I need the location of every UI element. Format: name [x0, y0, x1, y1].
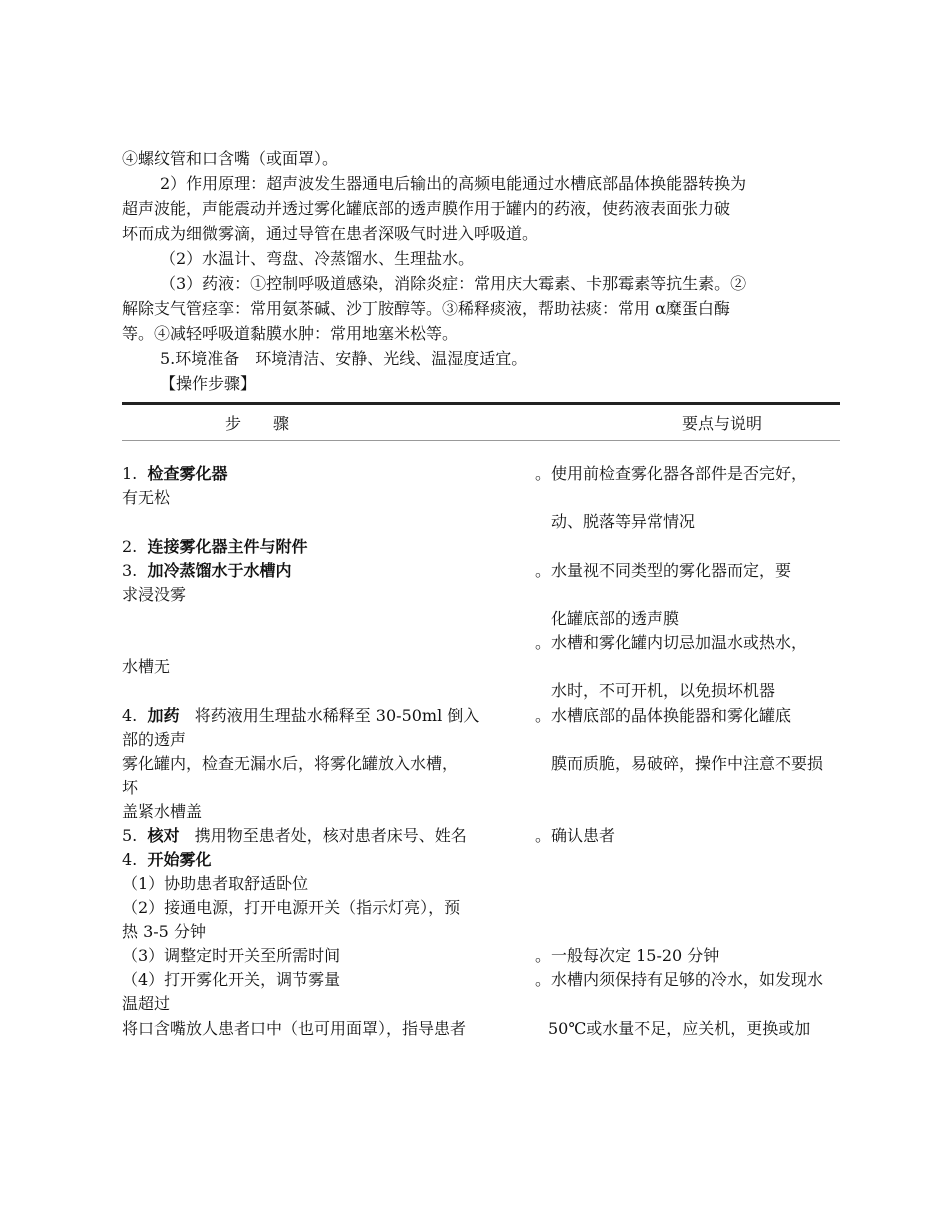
- intro-line-9: 5.环境准备 环境清洁、安静、光线、温湿度适宜。: [160, 349, 528, 368]
- step-4-text-3: 雾化罐内，检查无漏水后，将雾化罐放入水槽，: [122, 754, 459, 773]
- intro-line-8: 等。④减轻呼吸道黏膜水肿：常用地塞米松等。: [122, 324, 459, 343]
- step-3-text: 求浸没雾: [122, 585, 187, 604]
- note-4b: 膜而质脆，易破碎，操作中注意不要损: [551, 754, 824, 773]
- step-title: 检查雾化器: [147, 464, 228, 483]
- step-1-heading: [122, 464, 227, 484]
- step-title: 加冷蒸馏水于水槽内: [147, 561, 292, 580]
- step-number: 2.: [122, 537, 138, 556]
- step-text: 携用物至患者处，核对患者床号、姓名: [194, 826, 467, 845]
- step-6-heading: [122, 850, 211, 870]
- substep-5: 将口含嘴放人患者口中（也可用面罩），指导患者: [122, 1019, 467, 1038]
- step-number: 4.: [122, 706, 138, 725]
- step-title: 核对: [147, 826, 180, 845]
- section-heading: 【操作步骤】: [160, 374, 257, 393]
- substep-4-cont: 温超过: [122, 994, 171, 1013]
- step-5-heading: [122, 826, 467, 846]
- note-3a: 。水量视不同类型的雾化器而定，要: [535, 561, 792, 580]
- intro-line-7: 解除支气管痉挛：常用氨茶碱、沙丁胺醇等。③稀释痰液，帮助祛痰：常用 α糜蛋白酶: [122, 299, 730, 318]
- intro-line-6: （3）药液：①控制呼吸道感染，消除炎症：常用庆大霉素、卡那霉素等抗生素。②: [160, 274, 747, 293]
- column-header-steps: 步 骤: [225, 414, 290, 433]
- note-1a: 。使用前检查雾化器各部件是否完好，: [535, 464, 808, 483]
- intro-line-3: 超声波能，声能震动并透过雾化罐底部的透声膜作用于罐内的药液，使药液表面张力破: [122, 199, 731, 218]
- step-2-heading: [122, 537, 307, 557]
- step-number: 4.: [122, 850, 138, 869]
- note-6g: 50℃或水量不足，应关机，更换或加: [548, 1019, 811, 1038]
- step-title: 加药: [147, 706, 180, 725]
- note-4a: 。水槽底部的晶体换能器和雾化罐底: [535, 706, 792, 725]
- column-header-notes: 要点与说明: [682, 414, 763, 433]
- step-3-text-2: 水槽无: [122, 657, 171, 676]
- note-1b: 动、脱落等异常情况: [551, 512, 696, 531]
- note-3c: 。水槽和雾化罐内切忌加温水或热水，: [535, 633, 808, 652]
- step-4-text-4: 坏: [122, 778, 139, 797]
- step-4-text-5: 盖紧水槽盖: [122, 802, 203, 821]
- step-title: 连接雾化器主件与附件: [147, 537, 308, 556]
- step-number: 5.: [122, 826, 138, 845]
- intro-line-2: 2）作用原理：超声波发生器通电后输出的高频电能通过水槽底部晶体换能器转换为: [160, 174, 747, 193]
- note-5: 。确认患者: [535, 826, 616, 845]
- note-3b: 化罐底部的透声膜: [551, 609, 680, 628]
- step-1-text: 有无松: [122, 488, 171, 507]
- step-title: 开始雾化: [147, 850, 212, 869]
- intro-line-1: ④螺纹管和口含嘴（或面罩）。: [122, 149, 339, 168]
- note-3d: 水时，不可开机，以免损坏机器: [551, 681, 776, 700]
- substep-4: （4）打开雾化开关，调节雾量: [122, 970, 341, 989]
- step-text: 将药液用生理盐水稀释至 30-50ml 倒入: [194, 706, 480, 725]
- note-6e: 。水槽内须保持有足够的冷水，如发现水: [535, 970, 824, 989]
- table-header-rule: [122, 440, 840, 441]
- step-number: 1.: [122, 464, 138, 483]
- substep-1: （1）协助患者取舒适卧位: [122, 874, 309, 893]
- step-4-heading: [122, 706, 479, 726]
- intro-line-5: （2）水温计、弯盘、冷蒸馏水、生理盐水。: [160, 249, 475, 268]
- substep-3: （3）调整定时开关至所需时间: [122, 946, 341, 965]
- step-number: 3.: [122, 561, 138, 580]
- substep-2-cont: 热 3-5 分钟: [122, 922, 206, 941]
- intro-line-4: 坏而成为细微雾滴，通过导管在患者深吸气时进入呼吸道。: [122, 224, 539, 243]
- step-4-text-2: 部的透声: [122, 730, 187, 749]
- substep-2: （2）接通电源，打开电源开关（指示灯亮），预: [122, 898, 461, 917]
- note-6d: 。一般每次定 15-20 分钟: [535, 946, 720, 965]
- step-3-heading: [122, 561, 291, 581]
- table-top-rule: [122, 402, 840, 405]
